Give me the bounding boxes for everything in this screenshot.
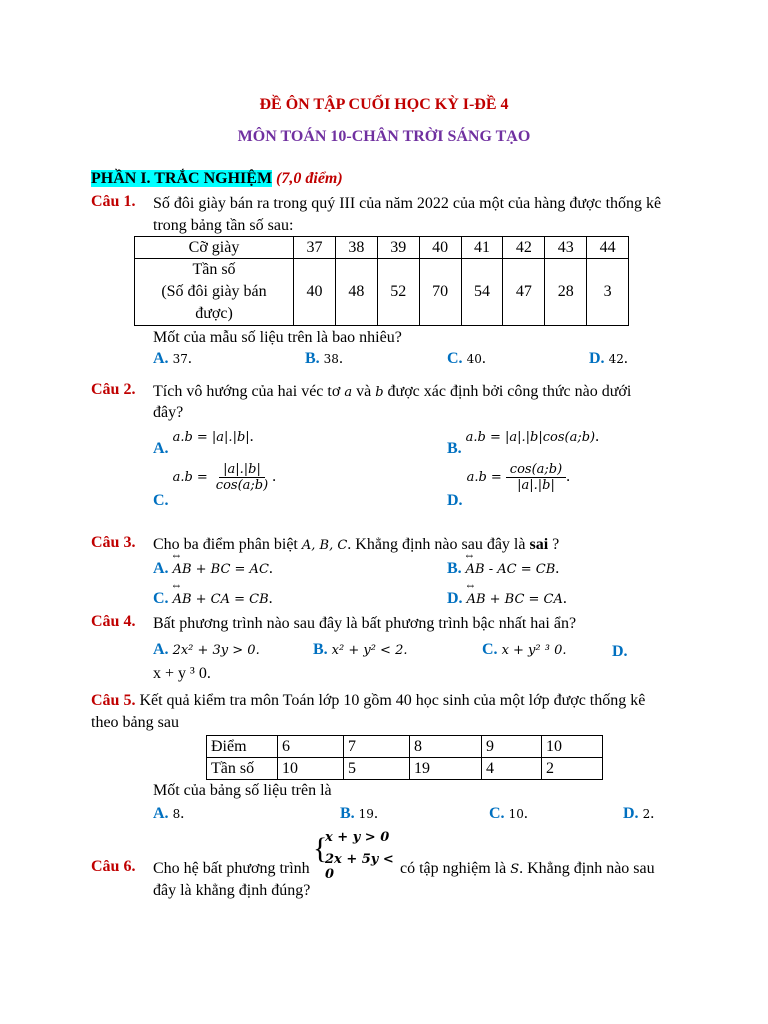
q1-row2-label-line2: (Số đôi giày bán — [161, 283, 267, 300]
q5-freq-cell: 5 — [344, 758, 410, 780]
q3-number: Câu 3. — [91, 534, 136, 551]
q5-freq-cell: 19 — [410, 758, 482, 780]
q1-freq-cell: 40 — [294, 259, 336, 326]
option-label: A. — [153, 560, 169, 577]
q2-text-a: Tích vô hướng của hai véc tơ — [153, 383, 341, 400]
q1-option-b[interactable]: B. 38. — [305, 350, 343, 367]
q3-option-a[interactable]: A. ↔ AB + BC = AC. — [153, 560, 273, 578]
q4-option-c-formula: x + y² ³ 0. — [501, 643, 567, 658]
q2-option-c-numerator: |a|.|b| — [219, 462, 265, 478]
q1-freq-cell: 47 — [503, 259, 545, 326]
q6-text-a: Cho hệ bất phương trình — [153, 860, 310, 877]
q4-option-c[interactable] — [482, 641, 567, 659]
q5-row1-label: Điểm — [207, 736, 278, 758]
q1-number: Câu 1. — [91, 193, 136, 210]
q2-option-d-numerator: cos(a;b) — [506, 462, 566, 478]
q5-option-c[interactable]: C. 10. — [489, 805, 528, 822]
option-label: C. — [153, 590, 169, 607]
q5-option-b[interactable]: B. 19. — [340, 805, 378, 822]
q6-inequality-system — [313, 828, 405, 882]
q1-option-c-value: 40 — [466, 352, 482, 366]
option-label: B. — [447, 440, 462, 457]
q1-freq-cell: 70 — [419, 259, 461, 326]
brace-icon: { — [313, 832, 328, 865]
q1-option-b-value: 38 — [323, 352, 339, 366]
q6-text-c: . Khẳng định nào sau — [519, 860, 655, 877]
q3-option-d-formula: ↔ AB + BC = CA — [467, 592, 563, 607]
q5-number: Câu 5. — [91, 692, 136, 709]
q1-option-a[interactable]: A. 37. — [153, 350, 192, 367]
q2-option-d-lhs: a.b = — [466, 470, 502, 486]
q5-row2-label: Tần số — [207, 758, 278, 780]
q5-freq-cell: 4 — [482, 758, 542, 780]
q1-freq-cell: 28 — [545, 259, 587, 326]
q2-option-c-lhs: a.b = — [172, 470, 208, 486]
option-label: D. — [447, 590, 463, 607]
q4-option-b[interactable] — [313, 641, 408, 659]
q5-score-cell: 6 — [278, 736, 344, 758]
q3-bold-word: sai — [529, 536, 549, 553]
q1-text-line1: Số đôi giày bán ra trong quý III của năm 2022 của một của hàng được thống kê — [153, 195, 662, 212]
q1-row2-label — [135, 259, 294, 326]
q1-freq-cell: 54 — [461, 259, 503, 326]
q6-var-s: S — [510, 862, 520, 877]
option-label: C. — [153, 492, 169, 510]
q3-text-b: . Khẳng định nào sau đây là — [347, 536, 526, 553]
q1-freq-cell: 48 — [335, 259, 377, 326]
option-label: A. — [153, 641, 169, 658]
q2-option-a[interactable]: A. a.b = |a|.|b|. — [153, 428, 254, 457]
option-label: D. — [589, 350, 605, 367]
q3-text — [153, 534, 559, 557]
q5-score-cell: 10 — [542, 736, 603, 758]
q2-text-line2: đây? — [153, 404, 184, 421]
q1-row1-label: Cỡ giày — [135, 237, 294, 259]
q5-option-d-value: 2 — [642, 807, 651, 821]
q1-option-d[interactable]: D. 42. — [589, 350, 628, 367]
option-label: C. — [447, 350, 463, 367]
q6-number: Câu 6. — [91, 858, 136, 875]
option-label: D. — [623, 805, 639, 822]
option-label: C. — [482, 641, 498, 658]
section-label: PHẦN I. TRẮC NGHIỆM — [91, 170, 273, 187]
option-label: C. — [489, 805, 505, 822]
section-points: (7,0 điểm) — [276, 170, 343, 187]
q2-option-b[interactable]: B. a.b = |a|.|b|cos(a;b). — [447, 428, 600, 457]
q2-number: Câu 2. — [91, 381, 136, 398]
q2-option-c-fraction — [212, 462, 272, 493]
q4-option-a[interactable] — [153, 641, 260, 659]
q1-size-cell: 37 — [294, 237, 336, 259]
section-heading — [91, 170, 343, 188]
q2-option-c[interactable]: C. a.b = $\frac{|a|.|b|}{\cos(a;b)}$ . — [153, 462, 277, 510]
q2-option-d[interactable]: D. a.b = $\frac{\cos(a;b)}{|a|.|b|}$ . — [447, 462, 571, 510]
option-label: A. — [153, 805, 169, 822]
q1-size-cell: 39 — [377, 237, 419, 259]
q1-freq-cell: 3 — [587, 259, 629, 326]
option-label: A. — [153, 350, 169, 367]
q6-system-line2: 2x + 5y < 0 — [325, 852, 394, 882]
q2-text-line1 — [153, 381, 631, 404]
q1-freq-cell: 52 — [377, 259, 419, 326]
q1-size-cell: 43 — [545, 237, 587, 259]
q5-option-d[interactable]: D. 2. — [623, 805, 655, 822]
q4-option-d-formula: x + y ³ 0. — [153, 665, 211, 682]
q1-option-c[interactable]: C. 40. — [447, 350, 486, 367]
q3-option-a-formula: ↔ AB + BC = AC — [173, 562, 269, 577]
option-label: B. — [340, 805, 355, 822]
q2-option-a-formula: a.b = |a|.|b| — [172, 430, 250, 445]
q5-score-table — [206, 735, 603, 780]
q1-frequency-table — [134, 236, 629, 326]
q5-text: Kết quả kiểm tra môn Toán lớp 10 gồm 40 học sinh của một lớp được thống kê — [139, 692, 646, 709]
q4-number: Câu 4. — [91, 613, 136, 630]
q5-option-b-value: 19 — [358, 807, 374, 821]
q3-option-c-formula: ↔ AB + CA = CB — [173, 592, 269, 607]
q5-option-a-value: 8 — [172, 807, 181, 821]
q6-text-b: có tập nghiệm là — [400, 860, 507, 877]
option-label: D. — [612, 643, 628, 660]
option-label: B. — [313, 641, 328, 658]
q2-option-d-denominator: |a|.|b| — [517, 478, 555, 493]
q2-text-b: được xác định bởi công thức nào dưới — [387, 383, 632, 400]
q1-size-cell: 44 — [587, 237, 629, 259]
q6-text-line2: đây là khẳng định đúng? — [153, 882, 311, 899]
q3-text-a: Cho ba điểm phân biệt — [153, 536, 298, 553]
q1-prompt: Mốt của mẫu số liệu trên là bao nhiêu? — [153, 329, 402, 346]
option-label: D. — [447, 492, 463, 510]
q5-prompt: Mốt của bảng số liệu trên là — [153, 782, 332, 799]
q1-option-a-value: 37 — [172, 352, 188, 366]
q5-option-a[interactable]: A. 8. — [153, 805, 185, 822]
q2-var-b: b — [375, 385, 384, 400]
page-title: ĐỀ ÔN TẬP CUỐI HỌC KỲ I-ĐỀ 4 — [259, 96, 509, 113]
q2-option-d-fraction — [506, 462, 566, 493]
q1-size-cell: 42 — [503, 237, 545, 259]
q3-text-c: ? — [552, 536, 560, 553]
q1-row2-label-line1: Tần số — [192, 261, 236, 278]
q5-text-line1 — [91, 690, 645, 712]
q3-vars: A, B, C — [301, 538, 348, 553]
q2-var-a: a — [344, 385, 353, 400]
q6-system-line1: x + y > 0 — [325, 830, 390, 845]
q1-text-line2: trong bảng tần số sau: — [153, 217, 294, 234]
option-label: B. — [447, 560, 462, 577]
q3-option-b-formula: ↔ AB - AC = CB — [466, 562, 556, 577]
q4-option-a-formula: 2x² + 3y > 0. — [172, 643, 260, 658]
q6-text-rest — [400, 858, 655, 881]
q3-option-d[interactable]: D. ↔ AB + BC = CA. — [447, 590, 567, 608]
q4-text: Bất phương trình nào sau đây là bất phương trình bậc nhất hai ẩn? — [153, 615, 577, 632]
q1-row2-label-line3: được) — [195, 305, 233, 322]
q1-size-cell: 41 — [461, 237, 503, 259]
q5-option-c-value: 10 — [508, 807, 524, 821]
q2-option-b-formula: a.b = |a|.|b|cos(a;b) — [465, 430, 596, 445]
q5-score-cell: 8 — [410, 736, 482, 758]
q1-size-cell: 38 — [335, 237, 377, 259]
q4-option-b-formula: x² + y² < 2. — [331, 643, 408, 658]
page-subtitle: MÔN TOÁN 10-CHÂN TRỜI SÁNG TẠO — [237, 128, 531, 145]
q3-option-b[interactable]: B. ↔ AB - AC = CB. — [447, 560, 559, 578]
q2-text-and: và — [356, 383, 372, 400]
q5-text-line2: theo bảng sau — [91, 714, 179, 731]
q4-option-d[interactable] — [612, 643, 628, 661]
q5-score-cell: 9 — [482, 736, 542, 758]
q5-freq-cell: 2 — [542, 758, 603, 780]
option-label: B. — [305, 350, 320, 367]
option-label: A. — [153, 440, 169, 457]
q3-option-c[interactable]: C. ↔ AB + CA = CB. — [153, 590, 273, 608]
q1-size-cell: 40 — [419, 237, 461, 259]
q2-option-c-denominator: cos(a;b) — [215, 478, 269, 493]
q5-score-cell: 7 — [344, 736, 410, 758]
q1-option-d-value: 42 — [608, 352, 624, 366]
q5-freq-cell: 10 — [278, 758, 344, 780]
